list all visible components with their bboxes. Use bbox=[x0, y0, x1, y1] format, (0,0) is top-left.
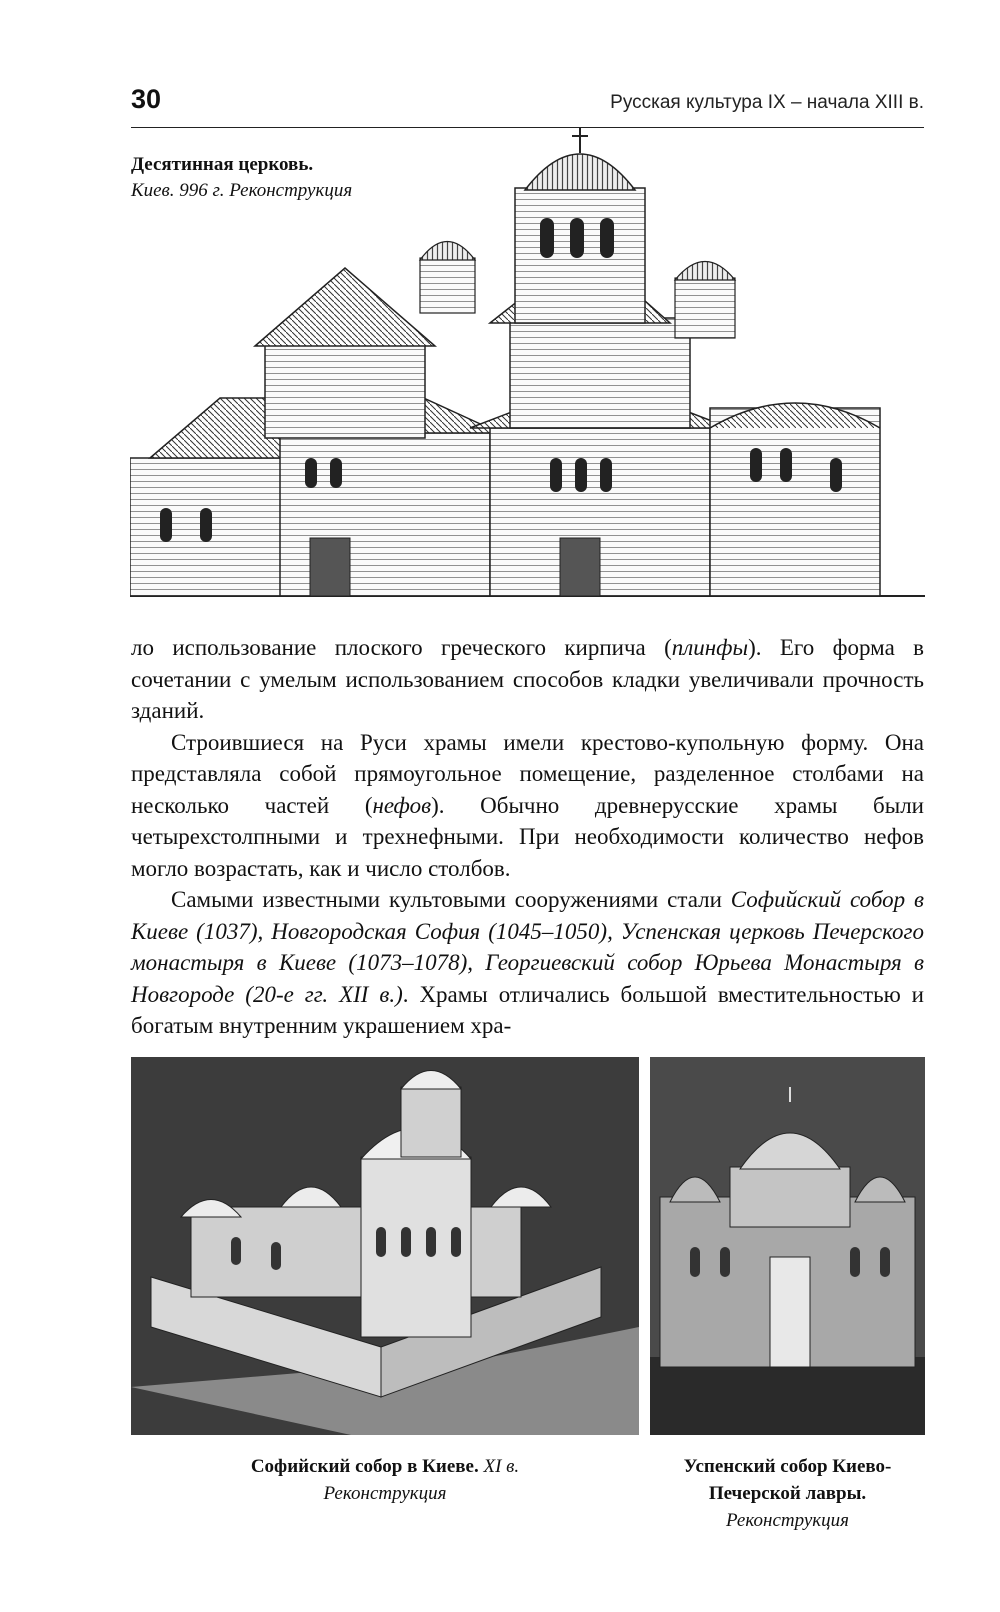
body-text bbox=[131, 632, 924, 1042]
paragraph: ло использование плоского греческого кирпича (плинфы). Его форма в сочетании с умелым использованием способов кладки увеличивали прочность зданий. bbox=[131, 635, 924, 723]
sophia-caption bbox=[131, 1453, 639, 1507]
top-figure-caption bbox=[131, 152, 352, 204]
sophia-caption-century: XI в. bbox=[483, 1456, 520, 1477]
paragraph: Самыми известными культовыми сооружениями стали Софийский собор в Киеве (1037), Новгородская София (1045–1050), Успенская церковь Печерского монастыря в Киеве (1073–1078), Георгиевский собор Юрьева Монастыря в Новгороде (20-е гг. XII в.). Храмы отличались большой вместительностью и богатым внутренним украшением хра- bbox=[131, 887, 924, 1038]
sophia-caption-title: Софийский собор в Киеве. bbox=[250, 1456, 479, 1477]
dormition-caption-line1: Успенский собор Киево- bbox=[683, 1456, 892, 1477]
running-head: Русская культура IX – начала XIII в. bbox=[610, 92, 924, 113]
dormition-cathedral-photo bbox=[650, 1057, 925, 1435]
dormition-caption-line2: Печерской лавры. bbox=[708, 1483, 867, 1504]
page-number: 30 bbox=[131, 84, 162, 114]
sophia-caption-note: Реконструкция bbox=[323, 1483, 447, 1504]
top-figure-subtitle: Киев. 996 г. Реконструкция bbox=[131, 180, 353, 201]
dormition-caption bbox=[650, 1453, 925, 1534]
sophia-cathedral-photo bbox=[131, 1057, 639, 1435]
paragraph: Строившиеся на Руси храмы имели крестово-купольную форму. Она представляла собой прямоугольное помещение, разделенное столбами на несколько частей (нефов). Обычно древнерусские храмы были четырехстолпными и трехнефными. При необходимости количество нефов могло возрастать, как и число столбов. bbox=[131, 729, 924, 881]
dormition-caption-note: Реконструкция bbox=[726, 1510, 849, 1531]
top-figure-title: Десятинная церковь. bbox=[131, 154, 314, 175]
